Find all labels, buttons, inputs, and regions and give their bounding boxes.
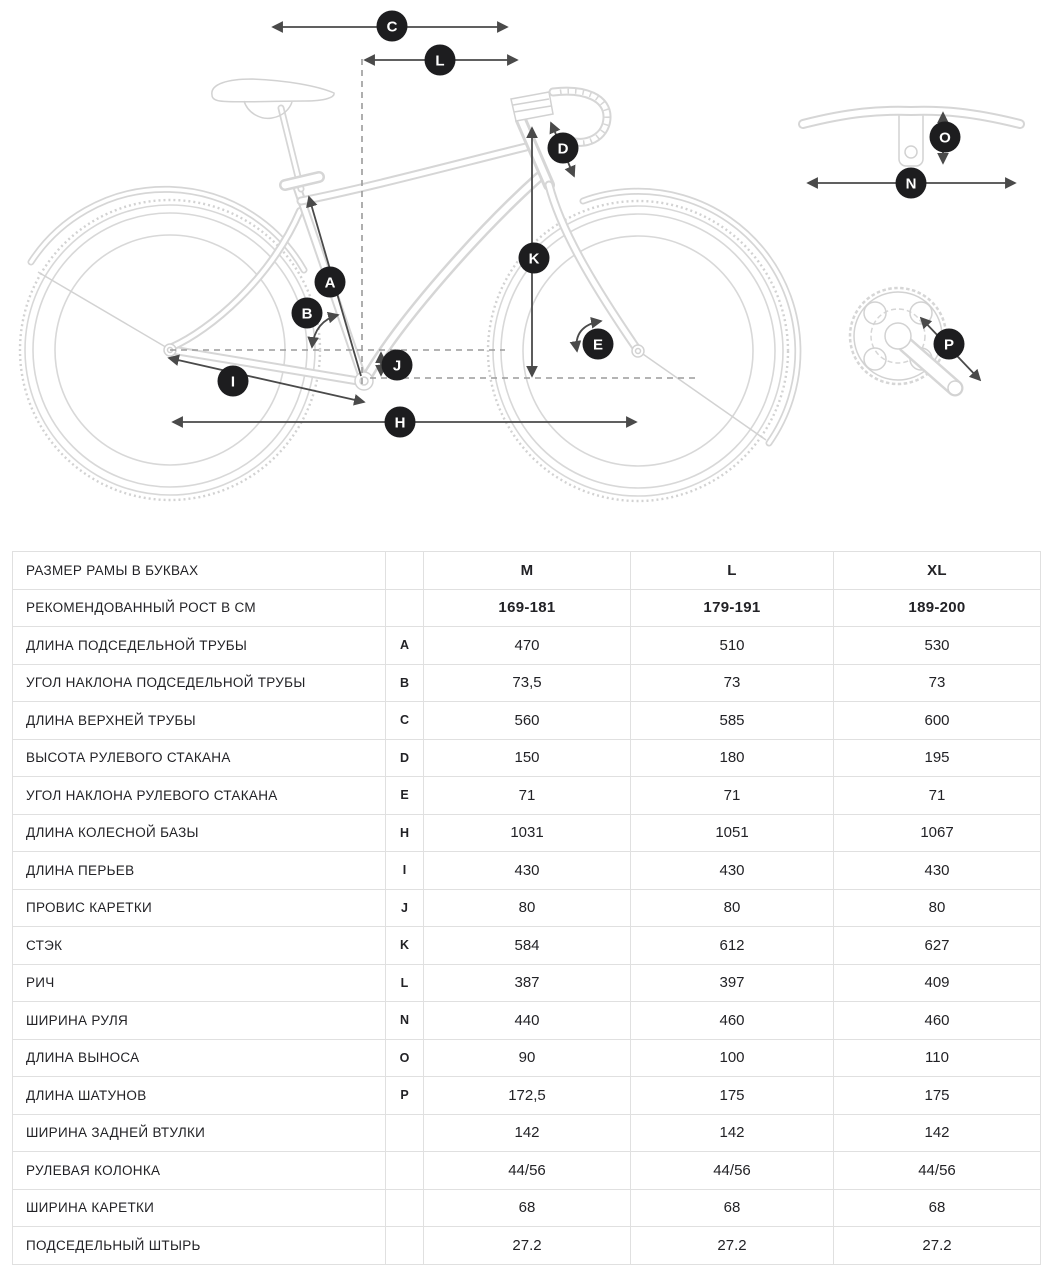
- cell-value: 73: [631, 665, 834, 703]
- cell-value: 100: [631, 1040, 834, 1078]
- table-row: [13, 1040, 1041, 1078]
- cell-value: 600: [834, 702, 1041, 740]
- svg-text:H: H: [394, 414, 406, 432]
- cell-value: 430: [631, 852, 834, 890]
- cell-value: 460: [631, 1002, 834, 1040]
- row-letter: B: [386, 665, 424, 703]
- cell-value: 80: [424, 890, 631, 928]
- row-letter: N: [386, 1002, 424, 1040]
- cell-value: 195: [834, 740, 1041, 778]
- cell-value: 142: [631, 1115, 834, 1153]
- cell-value: L: [631, 552, 834, 590]
- handlebar-front-view: [803, 108, 1020, 166]
- marker-D: [548, 133, 579, 164]
- row-letter: A: [386, 627, 424, 665]
- row-letter: E: [386, 777, 424, 815]
- cell-value: 179-191: [631, 590, 834, 628]
- table-row: [13, 702, 1041, 740]
- cell-value: 27.2: [424, 1227, 631, 1265]
- row-letter: P: [386, 1077, 424, 1115]
- cell-value: 71: [424, 777, 631, 815]
- cell-value: 530: [834, 627, 1041, 665]
- row-label: УГОЛ НАКЛОНА ПОДСЕДЕЛЬНОЙ ТРУБЫ: [13, 665, 386, 703]
- row-letter: [386, 552, 424, 590]
- table-row: [13, 1077, 1041, 1115]
- cell-value: 387: [424, 965, 631, 1003]
- marker-I: [218, 366, 249, 397]
- row-label: ВЫСОТА РУЛЕВОГО СТАКАНА: [13, 740, 386, 778]
- cell-value: 1031: [424, 815, 631, 853]
- cell-value: 1051: [631, 815, 834, 853]
- row-letter: [386, 590, 424, 628]
- cell-value: 397: [631, 965, 834, 1003]
- table-row: [13, 590, 1041, 628]
- table-row: [13, 552, 1041, 590]
- svg-text:A: A: [324, 274, 336, 292]
- cell-value: 585: [631, 702, 834, 740]
- svg-text:P: P: [943, 336, 955, 354]
- row-letter: L: [386, 965, 424, 1003]
- marker-E: [583, 329, 614, 360]
- row-letter: I: [386, 852, 424, 890]
- cell-value: 73: [834, 665, 1041, 703]
- cell-value: 189-200: [834, 590, 1041, 628]
- cell-value: 142: [424, 1115, 631, 1153]
- cell-value: 1067: [834, 815, 1041, 853]
- table-row: [13, 1115, 1041, 1153]
- table-row: [13, 740, 1041, 778]
- row-label: ШИРИНА ЗАДНЕЙ ВТУЛКИ: [13, 1115, 386, 1153]
- row-label: ДЛИНА КОЛЕСНОЙ БАЗЫ: [13, 815, 386, 853]
- svg-text:D: D: [557, 140, 569, 158]
- cell-value: 68: [834, 1190, 1041, 1228]
- cell-value: 44/56: [631, 1152, 834, 1190]
- cell-value: 180: [631, 740, 834, 778]
- table-row: [13, 852, 1041, 890]
- cell-value: M: [424, 552, 631, 590]
- cell-value: 560: [424, 702, 631, 740]
- bike-geometry-diagram: [0, 0, 1049, 545]
- svg-text:C: C: [386, 18, 398, 36]
- table-row: [13, 1227, 1041, 1265]
- cell-value: 430: [834, 852, 1041, 890]
- row-label: ШИРИНА КАРЕТКИ: [13, 1190, 386, 1228]
- svg-text:B: B: [301, 305, 313, 323]
- table-row: [13, 965, 1041, 1003]
- row-letter: H: [386, 815, 424, 853]
- cell-value: 175: [834, 1077, 1041, 1115]
- table-row: [13, 927, 1041, 965]
- row-letter: [386, 1190, 424, 1228]
- cell-value: 142: [834, 1115, 1041, 1153]
- marker-B: [292, 298, 323, 329]
- cell-value: 510: [631, 627, 834, 665]
- row-label: РАЗМЕР РАМЫ В БУКВАХ: [13, 552, 386, 590]
- row-letter: [386, 1115, 424, 1153]
- saddle: [212, 79, 334, 189]
- svg-text:I: I: [230, 373, 236, 391]
- table-row: [13, 777, 1041, 815]
- table-row: [13, 665, 1041, 703]
- svg-text:L: L: [435, 52, 445, 70]
- row-label: ПОДСЕДЕЛЬНЫЙ ШТЫРЬ: [13, 1227, 386, 1265]
- svg-text:J: J: [392, 357, 402, 375]
- cell-value: 440: [424, 1002, 631, 1040]
- cell-value: 172,5: [424, 1077, 631, 1115]
- svg-text:K: K: [528, 250, 540, 268]
- row-letter: D: [386, 740, 424, 778]
- cell-value: 409: [834, 965, 1041, 1003]
- marker-H: [385, 407, 416, 438]
- row-label: РЕКОМЕНДОВАННЫЙ РОСТ В СМ: [13, 590, 386, 628]
- row-letter: C: [386, 702, 424, 740]
- cell-value: 430: [424, 852, 631, 890]
- row-label: ДЛИНА ШАТУНОВ: [13, 1077, 386, 1115]
- marker-N: [896, 168, 927, 199]
- marker-A: [315, 267, 346, 298]
- cell-value: 71: [631, 777, 834, 815]
- row-label: РИЧ: [13, 965, 386, 1003]
- cell-value: 80: [631, 890, 834, 928]
- cell-value: 627: [834, 927, 1041, 965]
- table-row: [13, 815, 1041, 853]
- cell-value: XL: [834, 552, 1041, 590]
- table-row: [13, 627, 1041, 665]
- row-label: ДЛИНА ПЕРЬЕВ: [13, 852, 386, 890]
- cell-value: 68: [424, 1190, 631, 1228]
- cell-value: 27.2: [834, 1227, 1041, 1265]
- row-letter: [386, 1227, 424, 1265]
- cell-value: 169-181: [424, 590, 631, 628]
- cell-value: 73,5: [424, 665, 631, 703]
- svg-text:E: E: [592, 336, 604, 354]
- cell-value: 150: [424, 740, 631, 778]
- svg-text:O: O: [939, 129, 951, 147]
- row-letter: K: [386, 927, 424, 965]
- marker-K: [519, 243, 550, 274]
- row-letter: O: [386, 1040, 424, 1078]
- marker-C: [377, 11, 408, 42]
- row-label: РУЛЕВАЯ КОЛОНКА: [13, 1152, 386, 1190]
- table-row: [13, 1002, 1041, 1040]
- cell-value: 27.2: [631, 1227, 834, 1265]
- svg-text:N: N: [905, 175, 917, 193]
- row-label: ПРОВИС КАРЕТКИ: [13, 890, 386, 928]
- cell-value: 44/56: [424, 1152, 631, 1190]
- table-row: [13, 1190, 1041, 1228]
- cell-value: 80: [834, 890, 1041, 928]
- row-letter: [386, 1152, 424, 1190]
- cell-value: 90: [424, 1040, 631, 1078]
- row-label: ШИРИНА РУЛЯ: [13, 1002, 386, 1040]
- marker-O: [930, 122, 961, 153]
- marker-J: [382, 350, 413, 381]
- table-row: [13, 1152, 1041, 1190]
- row-label: ДЛИНА ВЫНОСА: [13, 1040, 386, 1078]
- marker-L: [425, 45, 456, 76]
- cell-value: 584: [424, 927, 631, 965]
- cell-value: 110: [834, 1040, 1041, 1078]
- cell-value: 71: [834, 777, 1041, 815]
- geometry-table: [12, 551, 1041, 1265]
- cell-value: 612: [631, 927, 834, 965]
- cell-value: 175: [631, 1077, 834, 1115]
- marker-P: [934, 329, 965, 360]
- cell-value: 68: [631, 1190, 834, 1228]
- cell-value: 44/56: [834, 1152, 1041, 1190]
- row-letter: J: [386, 890, 424, 928]
- row-label: ДЛИНА ВЕРХНЕЙ ТРУБЫ: [13, 702, 386, 740]
- table-row: [13, 890, 1041, 928]
- row-label: УГОЛ НАКЛОНА РУЛЕВОГО СТАКАНА: [13, 777, 386, 815]
- cell-value: 470: [424, 627, 631, 665]
- row-label: СТЭК: [13, 927, 386, 965]
- row-label: ДЛИНА ПОДСЕДЕЛЬНОЙ ТРУБЫ: [13, 627, 386, 665]
- cell-value: 460: [834, 1002, 1041, 1040]
- reference-lines: [170, 59, 698, 384]
